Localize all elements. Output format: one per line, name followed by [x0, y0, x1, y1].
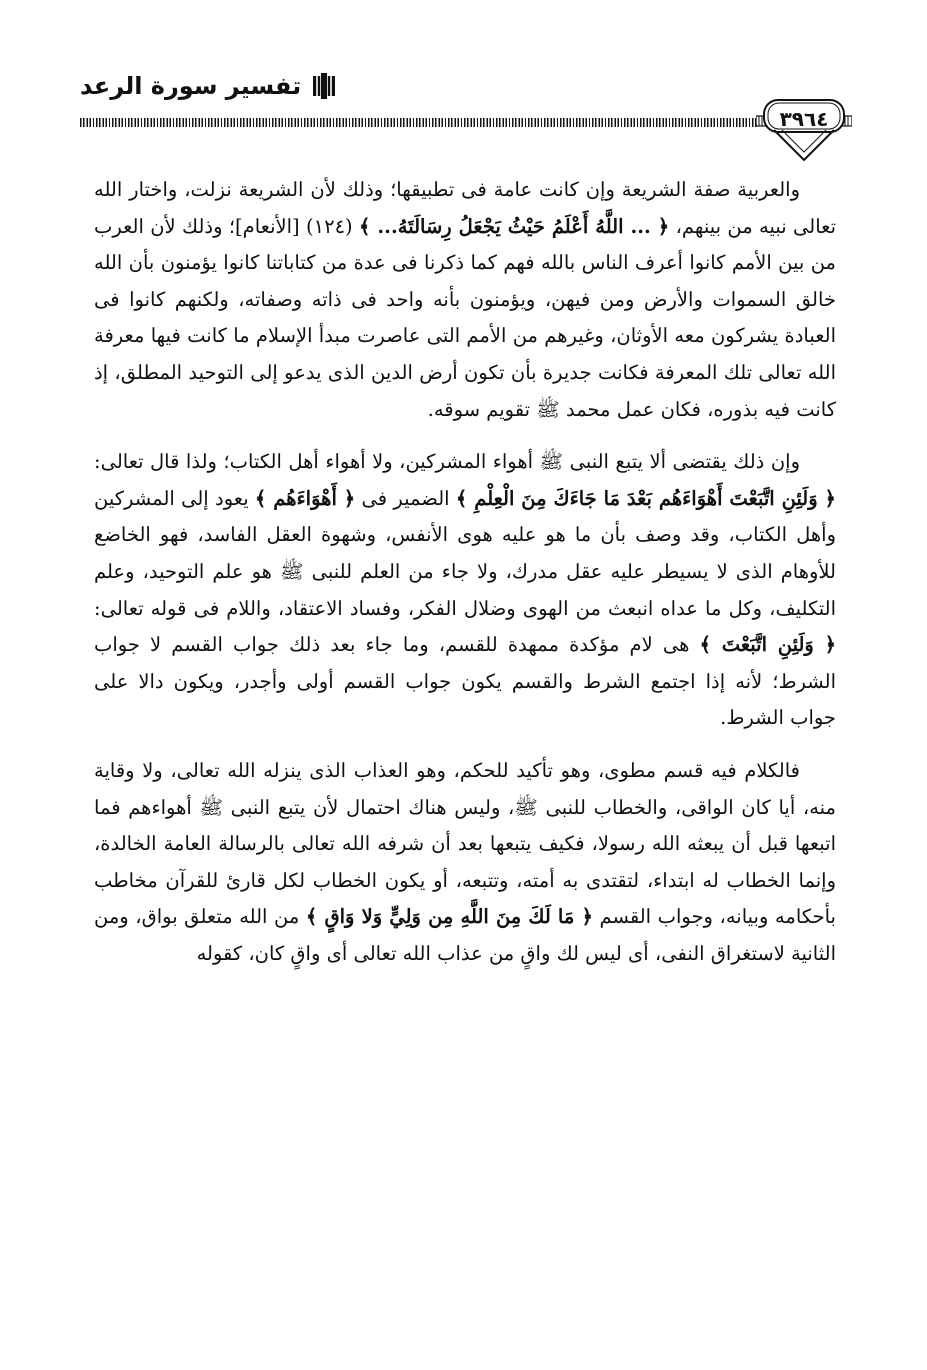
text-run: فالكلام فيه قسم مطوى، وهو تأكيد للحكم، وهو العذاب الذى ينزله الله تعالى، ولا وقاية منه، أيا كان الواقى، والخطاب للنبى ﷺ، وليس هناك احتمال لأن يتبع النبى ﷺ أهواءهم فما اتبعها قبل أن يبعثه الله رسولا، فكيف يتبعها بعد أن شرفه الله تعالى بالرسالة العامة الخالدة، وإنما الخطاب له ابتداء، لتقتدى به أمته، وتتبعه، أو يكون الخطاب لكل قارئ للقرآن مخاطب بأحكامه وبيانه، وجواب القسم: [94, 758, 836, 929]
ornament-icon: [313, 73, 335, 99]
running-title: تفسير سورة الرعد: [80, 72, 302, 100]
paragraph: [94, 444, 836, 737]
paragraph: [94, 172, 836, 428]
text-run: والعربية صفة الشريعة وإن كانت عامة فى تطبيقها؛ وذلك لأن الشريعة نزلت، واختار الله تعالى نبيه من بينهم،: [94, 178, 836, 238]
text-run: هى لام مؤكدة ممهدة للقسم، وما جاء بعد ذلك جواب القسم لا جواب الشرط؛ لأنه إذا اجتمع الشرط والقسم يكون جواب القسم أولى وأجدر، ويكون دالا على جواب الشرط.: [94, 633, 836, 730]
page-number-badge: [756, 92, 852, 164]
text-run: (١٢٤) [الأنعام]؛ وذلك لأن العرب من بين الأمم كانوا أعرف الناس بالله فهم كما ذكرنا فى عدة من كتاباتنا كانوا يؤمنون بأن الله خالق السموات والأرض ومن فيهن، ويؤمنون بأنه واحد فى ذاته وصفاته، ولكنهم كانوا فى العبادة يشركون معه الأوثان، وغيرهم من الأمم التى عاصرت مبدأ الإسلام ما كانت فيها معرفة الله تعالى تلك المعرفة فكانت جديرة بأن تكون أرض الدين الذى يدعو إلى التوحيد المطلق، إذ كانت فيه بذوره، فكان عمل محمد ﷺ تقويم سوقه.: [94, 214, 836, 421]
text-run: من الله متعلق بواق، ومن الثانية لاستغراق النفى، أى ليس لك واقٍ من عذاب الله تعالى أى واقٍ كان، كقوله: [94, 905, 836, 965]
running-title-group: [80, 72, 335, 100]
text-run: يعود إلى المشركين وأهل الكتاب، وقد وصف بأن ما هو عليه هوى الأنفس، وشهوة العقل الفاسد، فهو الخاضع للأوهام الذى لا يسيطر عليه عقل مدرك، ولا جاء من العلم للنبى ﷺ هو علم التوحيد، وعلم التكليف، وكل ما عداه انبعث من الهوى وضلال الفكر، وفساد الاعتقاد، واللام فى قوله تعالى:: [94, 486, 836, 620]
paragraph: [94, 753, 836, 973]
header-rule: [80, 118, 758, 127]
quran-verse: ﴿ وَلَئِنِ اتَّبَعْتَ أَهْوَاءَهُم بَعْدَ مَا جَاءَكَ مِنَ الْعِلْمِ ﴾: [455, 486, 836, 510]
text-run: وإن ذلك يقتضى ألا يتبع النبى ﷺ أهواء المشركين، ولا أهواء أهل الكتاب؛ ولذا قال تعالى:: [94, 450, 800, 474]
page-number: ٣٩٦٤: [779, 107, 829, 131]
quran-verse: ﴿ أَهْوَاءَهُم ﴾: [254, 486, 356, 510]
page-header: [80, 50, 850, 160]
quran-verse: ﴿ ... اللَّهُ أَعْلَمُ حَيْثُ يَجْعَلُ رِسَالَتَهُ... ﴾: [359, 214, 670, 238]
quran-verse: ﴿ مَا لَكَ مِنَ اللَّهِ مِن وَلِيٍّ وَلا وَاقٍ ﴾: [305, 905, 593, 929]
text-run: الضمير فى: [355, 486, 456, 510]
body-text: [94, 172, 836, 972]
quran-verse: ﴿ وَلَئِنِ اتَّبَعْتَ ﴾: [699, 633, 837, 657]
